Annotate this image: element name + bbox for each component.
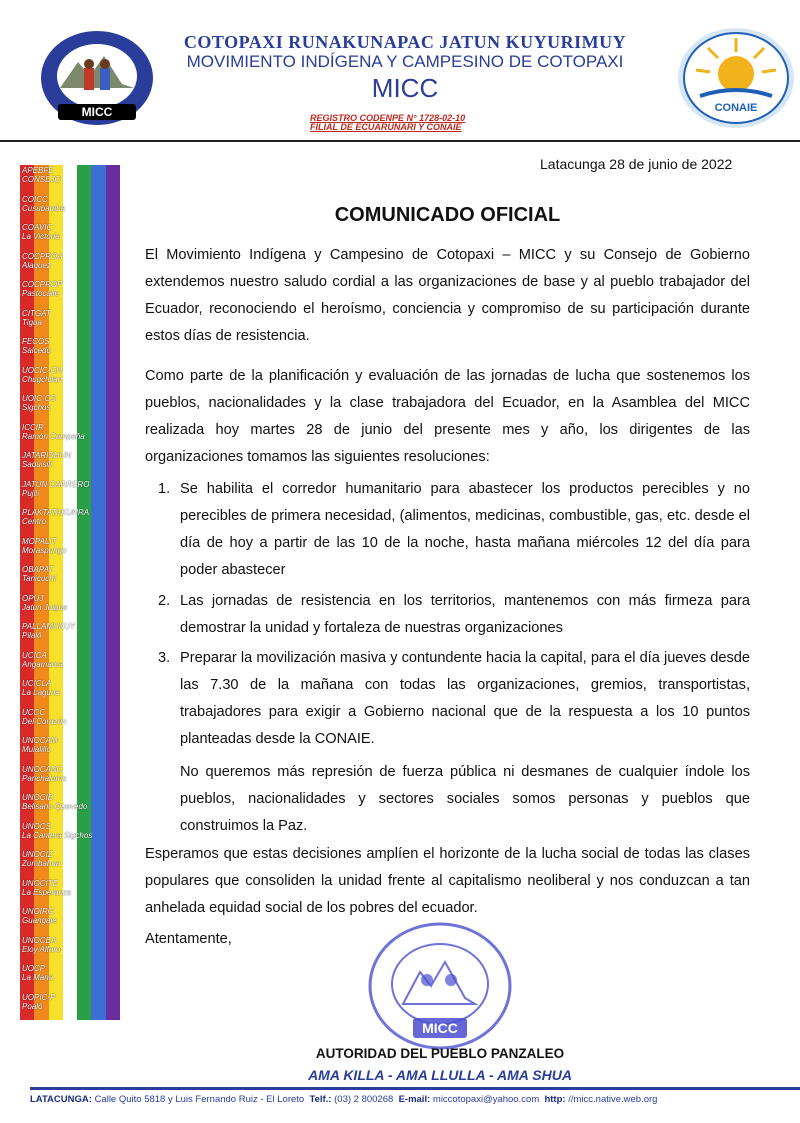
sidebar-org-code: APEBFE: [22, 166, 54, 175]
sidebar-org-place: Zumbahua: [22, 859, 61, 868]
sidebar-org-place: Moraspungo: [22, 545, 67, 555]
sidebar-org: [22, 765, 122, 783]
sidebar-org-place: Eloy Alfaro: [22, 944, 61, 954]
sidebar-org-place: Pilaló: [22, 631, 42, 640]
sidebar-org-place: Pastocalle: [22, 289, 59, 298]
filial-text: FILIAL DE ECUARUNARI Y CONAIE: [310, 122, 462, 132]
sidebar-org-code: UOCIC-CH: [22, 365, 62, 375]
stamp-label: MICC: [422, 1020, 458, 1036]
registro-codenpe: REGISTRO CODENPE N° 1728-02-10: [310, 113, 466, 123]
sidebar-org: [22, 537, 122, 555]
sidebar-org-place: Salcedo: [22, 346, 51, 355]
sidebar-org-place: Tigua: [22, 317, 42, 327]
sidebar-org-place: Mulalillo: [22, 745, 51, 754]
sidebar-org-code: UNOCANC: [22, 764, 63, 774]
sidebar-org-code: UNOCITE: [22, 878, 58, 888]
sidebar-org: [22, 480, 122, 498]
sidebar-org: [22, 309, 122, 327]
sidebar-org-code: MOPALIT: [22, 536, 57, 546]
sidebar-org-place: Centro: [22, 517, 47, 526]
org-name-kichwa: COTOPAXI RUNAKUNAPAC JATUN KUYURIMUY: [183, 32, 627, 52]
org-acronym: MICC: [371, 73, 439, 103]
conaie-logo: [676, 26, 796, 130]
sidebar-org-place: Guangaje: [22, 916, 57, 925]
sidebar-org-code: COICC: [22, 194, 48, 204]
sidebar-org-place: Ramón Campaña: [22, 431, 85, 441]
sidebar-org: [22, 708, 122, 726]
sidebar-org-place: La Laguna: [22, 688, 60, 697]
sidebar-org-code: UNOCEA: [22, 935, 57, 945]
sidebar-org: [22, 451, 122, 469]
page-title: COMUNICADO OFICIAL: [334, 204, 561, 226]
resolution-item: Las jornadas de resistencia en los territorios, mantenemos con más firmeza para demostrar la unidad y fortaleza de nuestras organizaciones: [180, 593, 750, 636]
intro-paragraph: El Movimiento Indígena y Campesino de Cotopaxi – MICC y su Consejo de Gobierno extendemos nuestro saludo cordial a las organizaciones de base y al pueblo trabajador del Ecuador, reconociendo el heroísmo, conciencia y compromiso de su participación durante estos días de resistencia.: [145, 247, 750, 344]
sidebar-org: [22, 223, 122, 241]
sidebar-org: [22, 252, 122, 270]
sidebar-org-code: UNOCS: [22, 821, 51, 831]
sidebar-org-code: COCPROP: [22, 280, 63, 289]
sidebar-org-place: Poaló: [22, 1001, 43, 1011]
sidebar-org-code: COCPROA: [22, 251, 63, 261]
resolution-item: Se habilita el corredor humanitario para abastecer los productos perecibles y no perecibles de primera necesidad, (alimentos, medicinas, combustible, gas, etc. desde el día de hoy a partir de las 10 de la noche, hasta mañana miércoles 12 del día para poder abastecer: [180, 481, 750, 578]
sidebar-org: [22, 679, 122, 697]
resolution-number: 1.: [158, 481, 171, 497]
footer-email[interactable]: miccotopaxi@yahoo.com: [432, 1094, 540, 1105]
sidebar-org-place: La Esperanza: [22, 887, 72, 897]
sidebar-org-code: UNOCAM: [22, 736, 58, 745]
motto: AMA KILLA - AMA LLULLA - AMA SHUA: [308, 1067, 572, 1083]
header-divider: [0, 140, 800, 142]
sidebar-org-code: OPUJ: [22, 593, 44, 603]
sidebar-org-place: La Cantera Sigchos: [22, 830, 93, 840]
micc-stamp: [365, 920, 515, 1055]
sidebar-org: [22, 879, 122, 897]
sidebar-org-code: CITGAT: [22, 308, 51, 318]
sidebar-org: [22, 622, 122, 640]
sidebar-org-code: PLAKTATAKUNRA: [22, 508, 90, 517]
sidebar-org: [22, 195, 122, 213]
footer-web[interactable]: //micc.native.web.org: [568, 1094, 658, 1105]
sidebar-org-place: Cusubamba: [22, 203, 66, 213]
sidebar-org-place: Jatun Juigua: [22, 602, 68, 612]
sidebar-org: [22, 850, 122, 868]
sidebar-org: [22, 166, 122, 184]
conaie-label: CONAIE: [714, 102, 758, 114]
sidebar-org: [22, 366, 122, 384]
footer-web-label: http:: [544, 1094, 566, 1105]
footer-city-label: LATACUNGA:: [30, 1094, 92, 1105]
sidebar-org-place: La Maná: [22, 973, 54, 982]
sidebar-org-place: Pujilí: [22, 488, 40, 498]
context-paragraph: Como parte de la planificación y evaluación de las jornadas de lucha que sostenemos los pueblos, nacionalidades y la clase trabajadora del Ecuador, en la Asamblea del MICC realizada hoy martes 28 de junio del presente mes y año, los dirigentes de las organizaciones tomamos las siguientes resoluciones:: [145, 368, 750, 465]
sidebar-org: [22, 337, 122, 355]
sidebar-org-code: UCCC: [22, 707, 46, 717]
sidebar-org-place: Del Corazón: [22, 716, 67, 726]
sidebar-org: [22, 651, 122, 669]
sidebar-org: [22, 394, 122, 412]
sidebar-org: [22, 907, 122, 925]
sidebar-org-code: UCICLA: [22, 679, 52, 688]
footer-address: Calle Quito 5818 y Luis Fernando Ruiz - El Loreto: [94, 1094, 305, 1105]
sidebar-org-code: JATARISHUN: [22, 451, 72, 460]
sidebar-org: [22, 280, 122, 298]
sidebar-org-place: Tanicuchí: [22, 574, 56, 583]
footer-phone: (03) 2 800268: [334, 1094, 394, 1105]
sidebar-org-code: PALLAMUKUY: [22, 622, 76, 631]
sidebar-org: [22, 736, 122, 754]
footer-divider: [30, 1087, 800, 1090]
sidebar-org-code: ICCIR: [22, 422, 44, 432]
sidebar-org-place: Alaquez: [22, 260, 51, 270]
sidebar-org: [22, 793, 122, 811]
sidebar-org-place: Belisario Quevedo: [22, 802, 88, 811]
footer-phone-label: Telf.:: [309, 1094, 332, 1105]
sidebar-org: [22, 594, 122, 612]
sidebar-org: [22, 964, 122, 982]
closing-salutation: Atentamente,: [145, 931, 232, 947]
resolution-item: Preparar la movilización masiva y contundente hacia la capital, para el día jueves desde las 7.30 de la mañana con todas las organizaciones, gremios, transportistas, trabajadores para exigir a Gobierno nacional que de la respuesta a los 10 puntos planteadas desde la CONAIE.: [180, 650, 750, 747]
sidebar-org-code: UOCP: [22, 964, 46, 973]
sidebar-org-code: FECOS: [22, 337, 50, 346]
sidebar-org-place: Panchaloma: [22, 773, 67, 783]
sidebar-org-code: JATUN CARRERO: [22, 479, 90, 489]
sidebar-org-place: La Victoria: [22, 232, 60, 241]
org-name-spanish: MOVIMIENTO INDÍGENA Y CAMPESINO DE COTOPAXI: [186, 52, 624, 71]
sidebar-org-place: Chugchilan: [22, 374, 63, 384]
sidebar-org: [22, 423, 122, 441]
resolution-item-note: No queremos más represión de fuerza pública ni desmanes de cualquier índole los pueblos, nacionalidades y sectores sociales somos personas y pueblos que construimos la Paz.: [180, 764, 750, 834]
micc-logo-label: MICC: [81, 105, 113, 119]
sidebar-org: [22, 822, 122, 840]
sidebar-org-code: UOPIC-P: [22, 992, 56, 1002]
sidebar-org-code: UNOIRG: [22, 907, 54, 916]
micc-logo: [38, 28, 156, 128]
letter-date: Latacunga 28 de junio de 2022: [540, 156, 733, 172]
sidebar-org-code: UNOCIZ: [22, 850, 53, 859]
sidebar-org-code: COAVIC: [22, 223, 53, 232]
sidebar-org-code: OBAPAT: [22, 565, 54, 574]
sidebar-org: [22, 508, 122, 526]
closing-paragraph: Esperamos que estas decisiones amplíen el horizonte de la lucha social de todas las clases populares que consoliden la unidad frente al capitalismo neoliberal y nos conduzcan a tan anhelada equidad social de los pobres del ecuador.: [145, 846, 750, 916]
resolution-number: 2.: [158, 593, 171, 609]
footer-email-label: E-mail:: [398, 1094, 431, 1105]
sidebar-org-code: UCICA: [22, 650, 47, 660]
sidebar-org-place: Sigchos: [22, 403, 51, 412]
sidebar-org-place: Angamarca: [22, 659, 63, 669]
footer-contact: [30, 1094, 800, 1105]
sidebar-org: [22, 936, 122, 954]
sidebar-org-code: UNOCIB: [22, 793, 54, 802]
sidebar-org-code: UOIC-CS: [22, 394, 56, 403]
sidebar-org: [22, 565, 122, 583]
sidebar-org: [22, 993, 122, 1011]
resolution-number: 3.: [158, 650, 171, 666]
sidebar-org-place: CONSEJO: [22, 175, 61, 184]
sidebar-org-place: Saquisilí: [22, 460, 53, 469]
authority-title: AUTORIDAD DEL PUEBLO PANZALEO: [315, 1046, 565, 1061]
